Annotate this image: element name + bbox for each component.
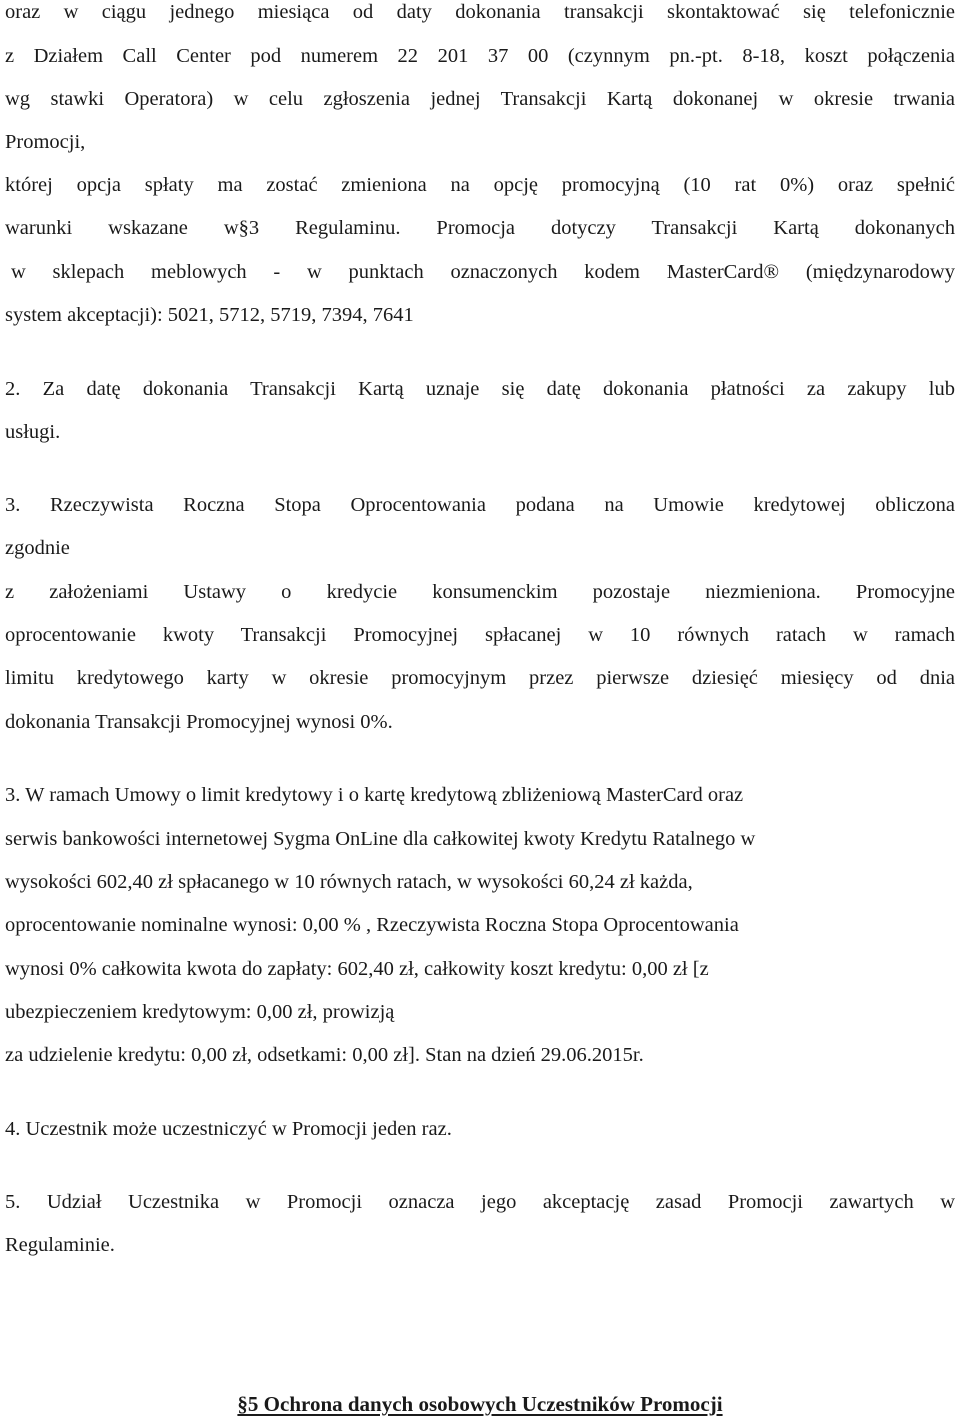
text-line: 3. Rzeczywista Roczna Stopa Oprocentowania podana na Umowie kredytowej obliczona [5,494,955,516]
text-line: serwis bankowości internetowej Sygma OnLine dla całkowitej kwoty Kredytu Ratalnego w [5,828,756,850]
text-line: 5. Udział Uczestnika w Promocji oznacza jego akceptację zasad Promocji zawartych w [5,1191,955,1213]
text-line: 3. W ramach Umowy o limit kredytowy i o kartę kredytową zbliżeniową MasterCard oraz [5,784,744,806]
text-line: limitu kredytowego karty w okresie promocyjnym przez pierwsze dziesięć miesięcy od dnia [5,667,955,689]
text-line: wg stawki Operatora) w celu zgłoszenia jednej Transakcji Kartą dokonanej w okresie trwania [5,88,955,110]
text-line: ubezpieczeniem kredytowym: 0,00 zł, prowizją [5,1001,395,1023]
text-line: zgodnie [5,537,70,559]
text-line: z założeniami Ustawy o kredycie konsumenckim pozostaje niezmieniona. Promocyjne [5,581,955,603]
text-line: warunki wskazane w§3 Regulaminu. Promocja dotyczy Transakcji Kartą dokonanych [5,217,955,239]
text-line: wysokości 602,40 zł spłacanego w 10 równych ratach, w wysokości 60,24 zł każda, [5,871,693,893]
text-line: Promocji, [5,131,86,153]
text-line: za udzielenie kredytu: 0,00 zł, odsetkami: 0,00 zł]. Stan na dzień 29.06.2015r. [5,1044,644,1066]
text-line: dokonania Transakcji Promocyjnej wynosi 0%. [5,711,393,733]
text-line: 4. Uczestnik może uczestniczyć w Promocji jeden raz. [5,1118,452,1140]
text-line: oprocentowanie kwoty Transakcji Promocyjnej spłacanej w 10 równych ratach w ramach [5,624,955,646]
section-heading [0,1389,960,1419]
text-line: 2. Za datę dokonania Transakcji Kartą uznaje się datę dokonania płatności za zakupy lub [5,378,955,400]
text-line: system akceptacji): 5021, 5712, 5719, 7394, 7641 [5,304,414,326]
text-line: usługi. [5,421,61,443]
text-line: Regulaminie. [5,1234,115,1256]
text-line: wynosi 0% całkowita kwota do zapłaty: 602,40 zł, całkowity koszt kredytu: 0,00 zł [z [5,958,709,980]
text-line: w sklepach meblowych - w punktach oznaczonych kodem MasterCard® (międzynarodowy [11,261,955,283]
section-heading-text: §5 Ochrona danych osobowych Uczestników Promocji [237,1392,723,1416]
text-line: oraz w ciągu jednego miesiąca od daty dokonania transakcji skontaktować się telefonicznie [5,1,955,23]
text-line: z Działem Call Center pod numerem 22 201 37 00 (czynnym pn.-pt. 8-18, koszt połączenia [5,45,955,67]
text-line: której opcja spłaty ma zostać zmieniona na opcję promocyjną (10 rat 0%) oraz spełnić [5,174,955,196]
text-line: oprocentowanie nominalne wynosi: 0,00 % , Rzeczywista Roczna Stopa Oprocentowania [5,914,739,936]
